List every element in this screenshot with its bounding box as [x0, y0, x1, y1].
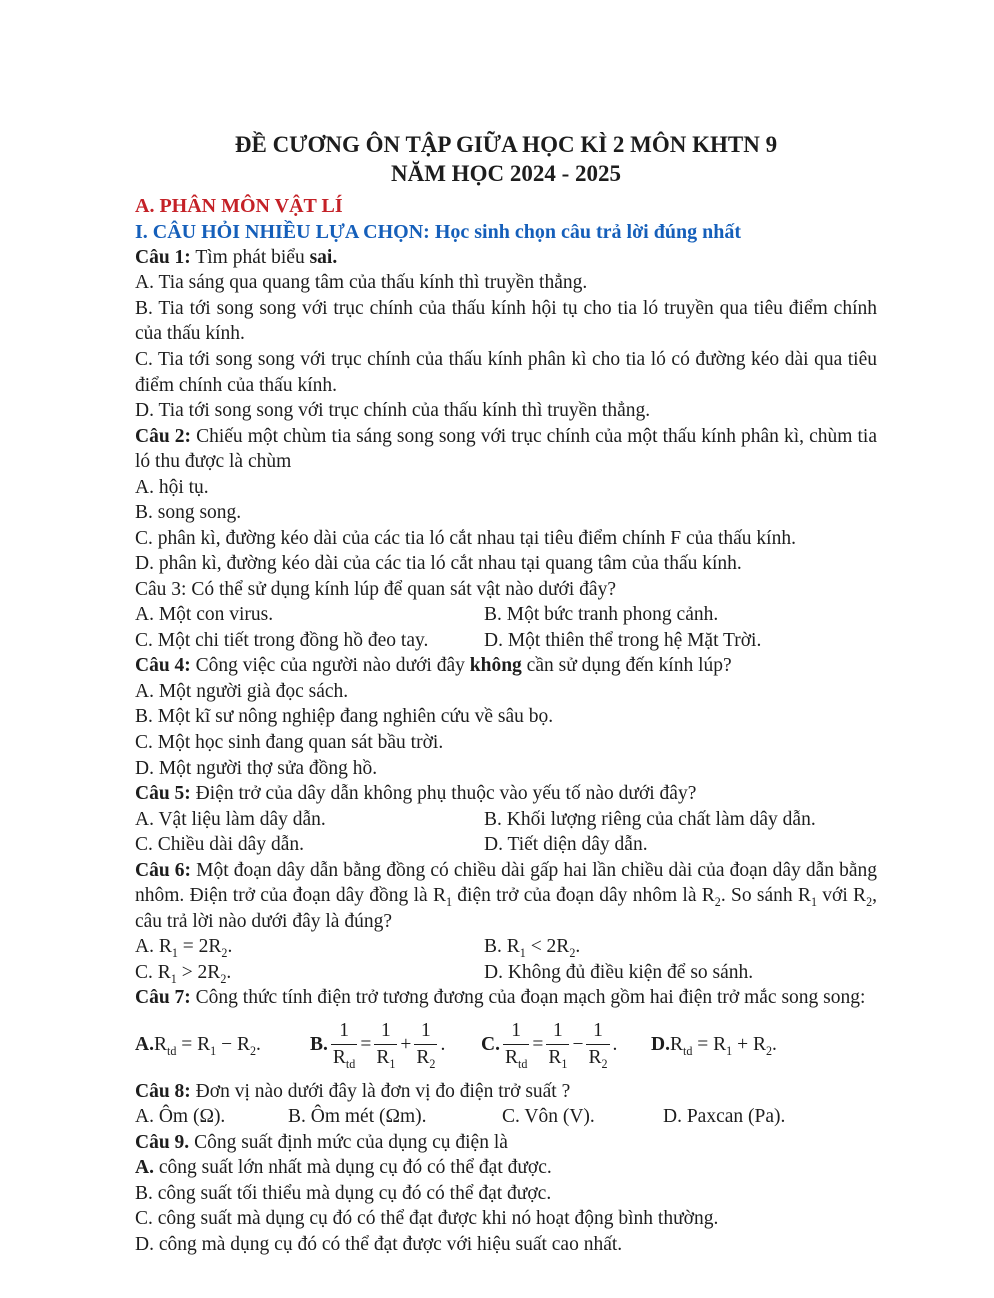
subscript: 1 [171, 946, 178, 961]
question-4-option-a: A. Một người già đọc sách. [135, 680, 349, 702]
question-3-option-c: C. Một chi tiết trong đồng hồ đeo tay. [135, 629, 429, 651]
question-6-stem [135, 858, 877, 935]
stem-text: điện trở của đoạn dây nhôm là R [452, 885, 715, 907]
subscript: 2 [569, 946, 576, 961]
subscript: td [682, 1043, 693, 1058]
question-7-stem [135, 985, 877, 1011]
fraction [546, 1020, 569, 1070]
fraction [503, 1020, 529, 1070]
subscript: 2 [601, 1057, 608, 1072]
subscript: 2 [249, 1043, 257, 1058]
question-8-option-c: C. Vôn (V). [502, 1106, 595, 1128]
question-7-option-d: D. $R_{td} = R_1 + R_2$. [651, 1034, 777, 1058]
question-label: Câu 6: [135, 859, 192, 881]
question-3-option-a: A. Một con virus. [135, 604, 274, 626]
question-7-option-c [481, 1020, 651, 1070]
question-1-stem [135, 245, 877, 271]
title-line-2: NĂM HỌC 2024 - 2025 [391, 161, 621, 187]
stem-text: Đơn vị nào dưới đây là đơn vị đo điện trở suất ? [190, 1080, 571, 1102]
question-7-option-a: A. $R_{td} = R_1 - R_2$. [135, 1034, 261, 1058]
question-8-option-d: D. Paxcan (Pa). [663, 1106, 786, 1128]
question-5-option-b: B. Khối lượng riêng của chất làm dây dẫn. [484, 808, 816, 830]
title-line-1: ĐỀ CƯƠNG ÔN TẬP GIỮA HỌC KÌ 2 MÔN KHTN 9 [234, 132, 778, 157]
question-6-option-a: A. $R_1 = 2R_2$. [135, 936, 233, 961]
question-label: Câu 9. [135, 1131, 190, 1153]
question-5-option-a: A. Vật liệu làm dây dẫn. [135, 808, 326, 830]
period: . [612, 1034, 618, 1056]
question-2-stem [135, 424, 877, 475]
section-heading-physics: A. PHÂN MÔN VẬT LÍ [135, 194, 343, 217]
question-2-option-a: A. hội tụ. [135, 476, 209, 498]
fraction-numerator: 1 [374, 1020, 397, 1045]
subscript: 1 [445, 895, 453, 910]
question-4-option-b: B. Một kĩ sư nông nghiệp đang nghiên cứu về sâu bọ. [135, 706, 554, 728]
question-9-option-b: B. công suất tối thiểu mà dụng cụ đó có thể đạt được. [135, 1182, 552, 1204]
question-2-option-d: D. phân kì, đường kéo dài của các tia ló cắt nhau tại quang tâm của thấu kính. [135, 553, 742, 575]
question-2-option-c: C. phân kì, đường kéo dài của các tia ló cắt nhau tại tiêu điểm chính F của thấu kính. [135, 527, 796, 549]
subscript: 1 [170, 971, 177, 986]
question-7-formula-row [135, 1012, 877, 1078]
question-3-stem [135, 577, 877, 603]
question-9-option-d: D. công mà dụng cụ đó có thể đạt được với hiệu suất cao nhất. [135, 1234, 623, 1255]
option-label: B. [310, 1034, 328, 1056]
question-3-option-b: B. Một bức tranh phong cảnh. [484, 604, 719, 626]
period: . [440, 1034, 446, 1056]
stem-text: với R [816, 885, 867, 907]
question-1-option-a: A. Tia sáng qua quang tâm của thấu kính thì truyền thẳng. [135, 272, 588, 294]
question-8-option-b: B. Ôm mét (Ωm). [288, 1106, 427, 1128]
subscript: 1 [810, 895, 817, 910]
question-label: Câu 3: [135, 578, 187, 600]
stem-bold-text: không [469, 655, 522, 677]
question-8-options-row [135, 1104, 877, 1130]
stem-text: Công thức tính điện trở tương đương của đoạn mạch gồm hai điện trở mắc song song: [190, 987, 866, 1009]
question-5-options-row-2 [135, 832, 877, 858]
document-title [135, 130, 877, 189]
fraction-denominator: $R_{td}$ [332, 1047, 356, 1072]
question-6-options-row-2 [135, 960, 877, 986]
stem-text: Có thể sử dụng kính lúp để quan sát vật nào dưới đây? [186, 578, 616, 600]
question-label: Câu 7: [135, 987, 191, 1009]
section-heading-mcq: I. CÂU HỎI NHIỀU LỰA CHỌN: Học sinh chọn câu trả lời đúng nhất [135, 220, 741, 243]
question-label: Câu 5: [135, 783, 191, 805]
question-6-option-b: B. $R_1 < 2R_2$. [484, 936, 581, 961]
question-3-options-row-1 [135, 602, 877, 628]
subscript: 1 [519, 946, 526, 961]
stem-text: Một đoạn dây dẫn bằng đồng có chiều dài gấp hai lần chiều dài của đoạn dây dẫn bằng nhôm. Điện trở của đoạn dây đồng là R [135, 859, 877, 907]
question-8-stem [135, 1079, 877, 1105]
question-5-option-d: D. Tiết diện dây dẫn. [484, 834, 648, 856]
question-9-option-a: A. công suất lớn nhất mà dụng cụ đó có thể đạt được. [135, 1157, 552, 1179]
option-label: A. [135, 1034, 154, 1056]
question-label: Câu 4: [135, 655, 191, 677]
stem-text: Công việc của người nào dưới đây [190, 655, 470, 677]
subscript: 2 [221, 946, 228, 961]
question-8-option-a: A. Ôm (Ω). [135, 1106, 226, 1128]
question-6-option-c: C. $R_1 > 2R_2$. [135, 961, 232, 986]
subscript: 1 [561, 1057, 568, 1072]
fraction-denominator: $R_2$ [588, 1047, 608, 1072]
question-5-option-c: C. Chiều dài dây dẫn. [135, 834, 304, 856]
question-6-options-row-1 [135, 934, 877, 960]
question-6-option-d: D. Không đủ điều kiện để so sánh. [484, 961, 754, 983]
question-4-option-c: C. Một học sinh đang quan sát bầu trời. [135, 731, 444, 753]
subscript: td [166, 1043, 177, 1058]
question-label: Câu 1: [135, 246, 191, 268]
subscript: td [345, 1057, 356, 1072]
fraction-numerator: 1 [586, 1020, 609, 1045]
subscript: 2 [429, 1057, 436, 1072]
fraction [586, 1020, 609, 1070]
subscript: 2 [765, 1043, 773, 1058]
fraction-numerator: 1 [331, 1020, 357, 1045]
stem-text: cần sử dụng đến kính lúp? [521, 655, 732, 677]
fraction-denominator: $R_{td}$ [504, 1047, 528, 1072]
question-5-options-row-1 [135, 807, 877, 833]
question-1-option-c: C. Tia tới song song với trục chính của thấu kính phân kì cho tia ló có đường kéo dài qua tiêu điểm chính của thấu kính. [135, 349, 877, 396]
fraction-numerator: 1 [546, 1020, 569, 1045]
subscript: 1 [210, 1043, 217, 1058]
question-label: Câu 8: [135, 1080, 191, 1102]
subscript: 1 [389, 1057, 396, 1072]
fraction [331, 1020, 357, 1070]
question-1-option-d: D. Tia tới song song với trục chính của thấu kính thì truyền thẳng. [135, 400, 651, 422]
stem-bold-text: sai. [309, 246, 338, 268]
subscript: 2 [866, 895, 873, 910]
question-4-stem [135, 653, 877, 679]
subscript: 2 [220, 971, 227, 986]
stem-text: Tìm phát biểu [190, 246, 310, 268]
operator-sign: − [572, 1034, 584, 1056]
fraction-denominator: $R_2$ [416, 1047, 436, 1072]
fraction-denominator: $R_1$ [376, 1047, 396, 1072]
stem-text: Điện trở của dây dẫn không phụ thuộc vào yếu tố nào dưới đây? [190, 783, 697, 805]
subscript: td [517, 1057, 528, 1072]
fraction [414, 1020, 437, 1070]
subscript: 2 [714, 895, 721, 910]
fraction-denominator: $R_1$ [548, 1047, 568, 1072]
equals-sign: = [360, 1034, 372, 1056]
stem-text: , câu trả lời nào dưới đây là đúng? [135, 885, 877, 932]
question-2-option-b: B. song song. [135, 502, 242, 524]
stem-text: Công suất định mức của dụng cụ điện là [189, 1131, 508, 1153]
stem-text: . So sánh R [720, 885, 811, 907]
equals-sign: = [532, 1034, 544, 1056]
question-3-option-d: D. Một thiên thể trong hệ Mặt Trời. [484, 629, 762, 651]
fraction-numerator: 1 [503, 1020, 529, 1045]
option-label: A. [135, 1157, 154, 1179]
subscript: 1 [726, 1043, 733, 1058]
question-9-stem [135, 1130, 877, 1156]
question-9-option-c: C. công suất mà dụng cụ đó có thể đạt được khi nó hoạt động bình thường. [135, 1208, 719, 1230]
stem-text: Chiếu một chùm tia sáng song song với trục chính của một thấu kính phân kì, chùm tia ló thu được là chùm [135, 425, 877, 473]
option-label: C. [481, 1034, 500, 1056]
question-5-stem [135, 781, 877, 807]
question-1-option-b: B. Tia tới song song với trục chính của thấu kính hội tụ cho tia ló truyền qua tiêu điểm chính của thấu kính. [135, 297, 877, 345]
fraction-numerator: 1 [414, 1020, 437, 1045]
question-label: Câu 2: [135, 425, 191, 447]
question-3-options-row-2 [135, 628, 877, 654]
question-7-option-b [310, 1020, 481, 1070]
option-label: D. [651, 1034, 670, 1056]
question-4-option-d: D. Một người thợ sửa đồng hồ. [135, 757, 378, 779]
operator-sign: + [400, 1034, 412, 1056]
fraction [374, 1020, 397, 1070]
